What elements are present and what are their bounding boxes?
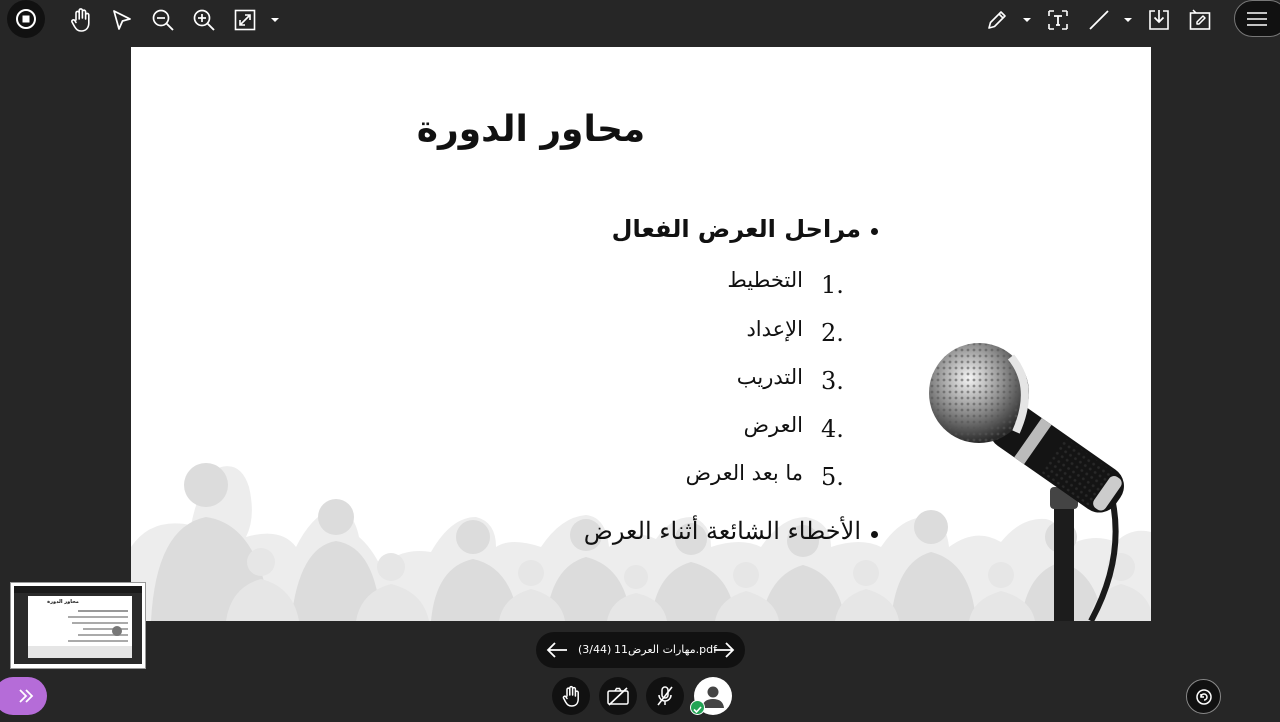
- stop-share-button[interactable]: [7, 0, 45, 38]
- camera-toggle-button[interactable]: [599, 677, 637, 715]
- list-item: الإعداد: [746, 317, 803, 341]
- fit-screen-button[interactable]: [232, 6, 258, 34]
- check-icon: [691, 703, 704, 716]
- chevron-down-icon: [1123, 17, 1133, 23]
- zoom-options-dropdown[interactable]: [268, 14, 282, 26]
- thumbnail-line: [68, 640, 128, 642]
- bullet-heading: الأخطاء الشائعة أثناء العرض: [583, 517, 861, 545]
- download-button[interactable]: [1145, 6, 1173, 34]
- list-item: العرض: [743, 413, 803, 437]
- line-options-dropdown[interactable]: [1121, 14, 1135, 26]
- thumbnail-title: محاور الدورة: [47, 599, 79, 605]
- zoom-out-button[interactable]: [150, 6, 176, 34]
- presentation-slide: [131, 47, 1151, 621]
- sync-view-button[interactable]: [1186, 679, 1221, 714]
- download-icon: [1147, 8, 1171, 32]
- text-tool-button[interactable]: [1044, 6, 1072, 34]
- list-item: التخطيط: [727, 268, 803, 292]
- camera-off-icon: [606, 686, 630, 706]
- list-number: 4.: [821, 415, 844, 443]
- thumbnail-toolbar: [14, 586, 142, 593]
- slide-thumbnail[interactable]: [10, 582, 146, 669]
- next-slide-button[interactable]: [711, 638, 737, 662]
- mic-off-icon: [654, 685, 676, 707]
- zoom-out-icon: [151, 8, 175, 32]
- online-status-badge: [690, 700, 705, 715]
- list-number: 5.: [821, 463, 844, 491]
- bullet-dot: [871, 531, 878, 538]
- pen-button[interactable]: [983, 6, 1011, 34]
- microphone-toggle-button[interactable]: [646, 677, 684, 715]
- thumbnail-crowd: [28, 646, 132, 658]
- zoom-in-icon: [192, 8, 216, 32]
- bullet-heading: مراحل العرض الفعال: [611, 215, 861, 243]
- list-number: 2.: [821, 319, 844, 347]
- bullet-dot: [871, 228, 878, 235]
- raise-hand-icon: [560, 685, 582, 707]
- menu-button[interactable]: [1234, 0, 1280, 37]
- arrow-right-icon: [713, 641, 735, 659]
- file-name: مهارات العرض11.pdf: [614, 643, 717, 656]
- list-item: التدريب: [736, 365, 803, 389]
- clear-annotations-button[interactable]: [1186, 6, 1214, 34]
- chevron-down-icon: [1022, 17, 1032, 23]
- raise-hand-button[interactable]: [552, 677, 590, 715]
- pen-options-dropdown[interactable]: [1020, 14, 1034, 26]
- slide-title: محاور الدورة: [416, 109, 646, 150]
- thumbnail-line: [68, 616, 128, 618]
- pen-icon: [985, 8, 1009, 32]
- pointer-button[interactable]: [109, 6, 135, 34]
- clear-annotations-icon: [1188, 8, 1212, 32]
- thumbnail-slide: [28, 596, 132, 658]
- sync-icon: [1194, 687, 1214, 707]
- arrow-left-icon: [546, 641, 568, 659]
- list-item: ما بعد العرض: [685, 461, 803, 485]
- line-tool-icon: [1087, 8, 1111, 32]
- chevron-down-icon: [270, 17, 280, 23]
- fit-screen-icon: [233, 8, 257, 32]
- slide-navigator: [536, 632, 745, 668]
- thumbnail-line: [72, 622, 128, 624]
- thumbnail-frame: [14, 586, 142, 664]
- line-tool-button[interactable]: [1085, 6, 1113, 34]
- menu-icon: [1247, 12, 1267, 26]
- pan-button[interactable]: [68, 6, 94, 34]
- previous-slide-button[interactable]: [544, 638, 570, 662]
- list-number: 3.: [821, 367, 844, 395]
- hand-pan-icon: [69, 7, 93, 33]
- thumbnail-mic: [112, 626, 122, 636]
- expand-panel-button[interactable]: [0, 677, 47, 715]
- stop-share-icon: [15, 8, 37, 30]
- text-tool-icon: [1046, 8, 1070, 32]
- slide-position: (3/44): [578, 643, 612, 656]
- expand-panel-icon: [17, 688, 35, 704]
- list-number: 1.: [821, 271, 844, 299]
- thumbnail-line: [78, 610, 128, 612]
- zoom-in-button[interactable]: [191, 6, 217, 34]
- pointer-icon: [110, 8, 134, 32]
